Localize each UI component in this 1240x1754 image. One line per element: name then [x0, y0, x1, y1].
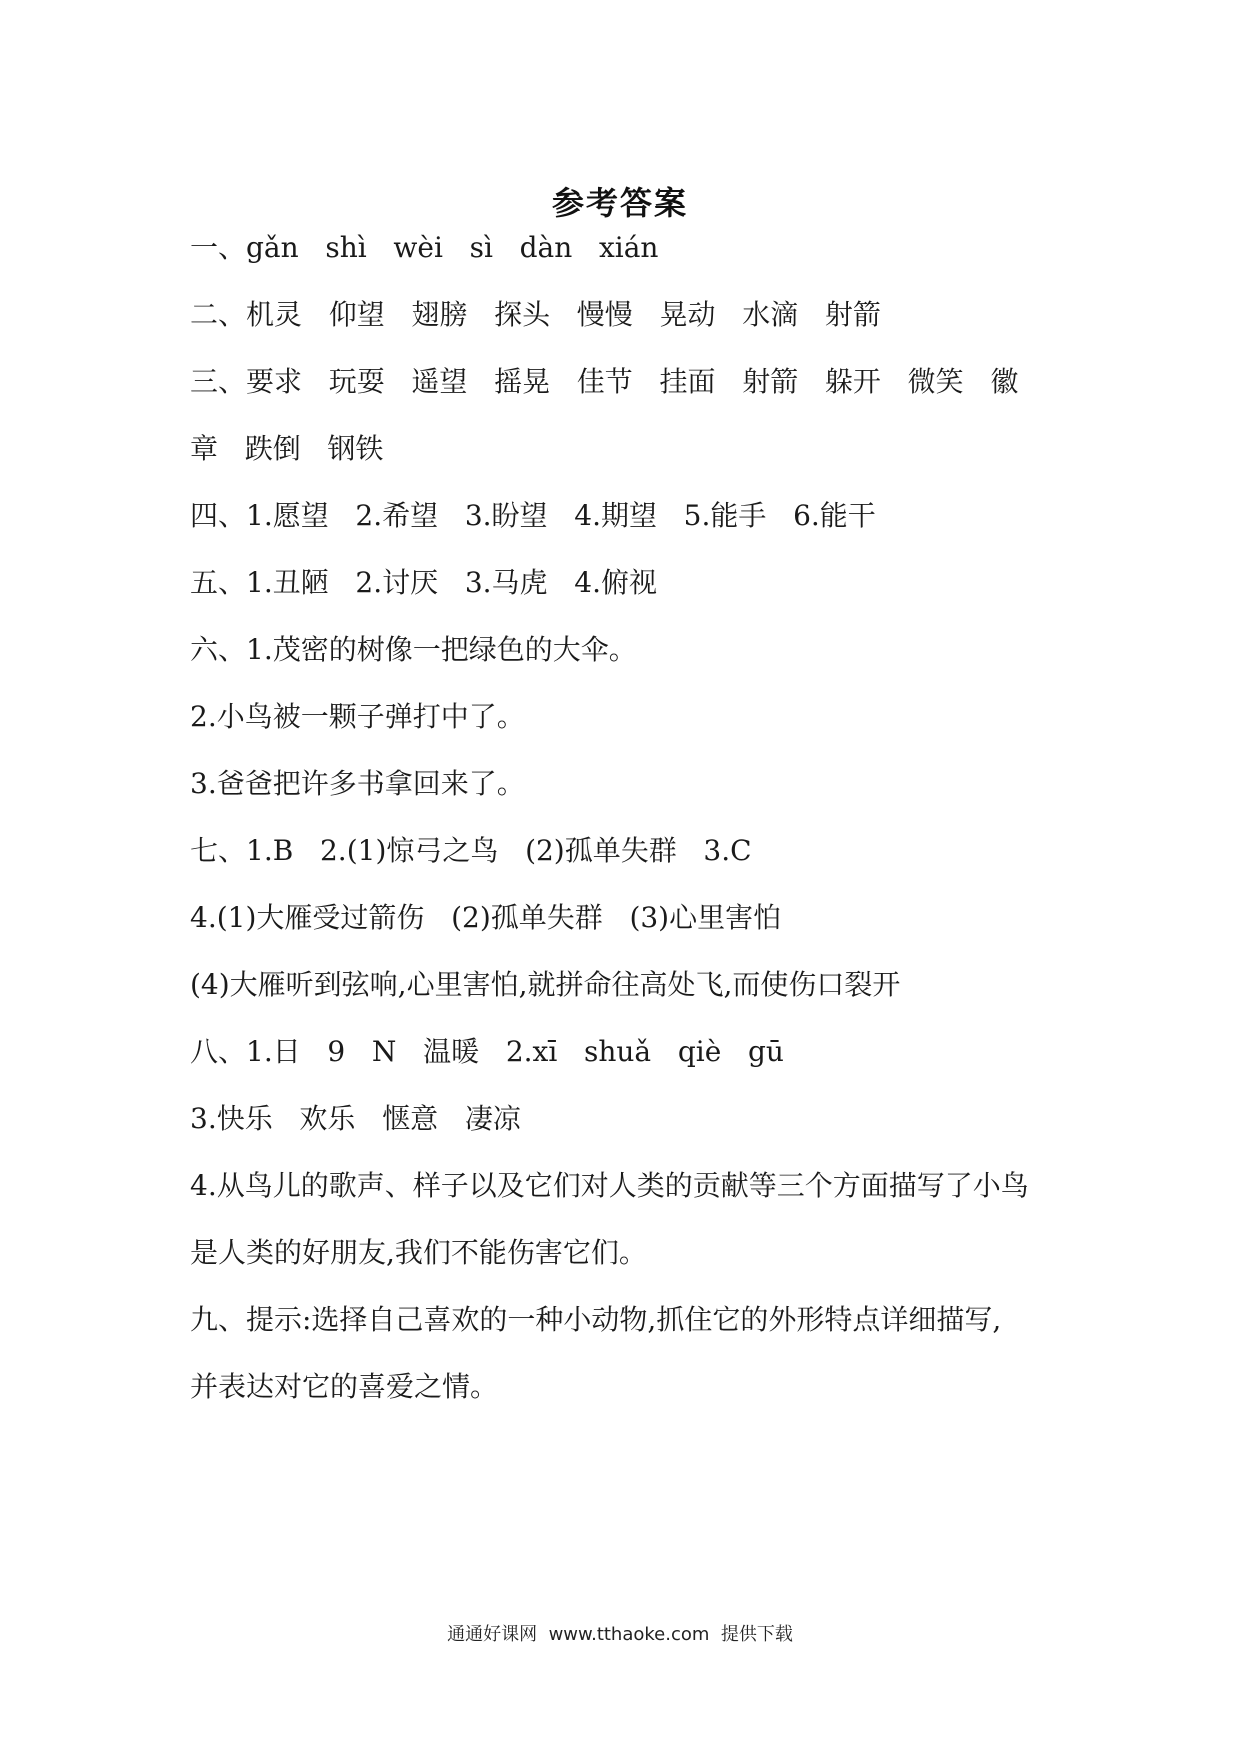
answer-line: 九、提示:选择自己喜欢的一种小动物,抓住它的外形特点详细描写,: [190, 1303, 1002, 1336]
answer-line: 五、1.丑陋 2.讨厌 3.马虎 4.俯视: [190, 566, 657, 599]
answer-line: 是人类的好朋友,我们不能伤害它们。: [190, 1236, 647, 1269]
answer-line: 三、要求 玩耍 遥望 摇晃 佳节 挂面 射箭 躲开 微笑 徽: [190, 365, 1019, 398]
answer-line: 4.从鸟儿的歌声、样子以及它们对人类的贡献等三个方面描写了小鸟: [190, 1169, 1029, 1202]
page-title: 参考答案: [551, 184, 688, 222]
answer-line: 并表达对它的喜爱之情。: [190, 1370, 499, 1403]
answer-line: 四、1.愿望 2.希望 3.盼望 4.期望 5.能手 6.能干: [190, 499, 876, 532]
answer-line: (4)大雁听到弦响,心里害怕,就拼命往高处飞,而使伤口裂开: [190, 968, 901, 1001]
answer-line: 3.爸爸把许多书拿回来了。: [190, 767, 525, 800]
answer-line: 八、1.日 9 N 温暖 2.xī shuǎ qiè gū: [190, 1035, 784, 1068]
answer-line: 章 跌倒 钢铁: [190, 432, 384, 465]
answer-line: 六、1.茂密的树像一把绿色的大伞。: [190, 633, 637, 666]
answer-line: 4.(1)大雁受过箭伤 (2)孤单失群 (3)心里害怕: [190, 901, 782, 934]
answer-line: 2.小鸟被一颗子弹打中了。: [190, 700, 525, 733]
answer-line: 七、1.B 2.(1)惊弓之鸟 (2)孤单失群 3.C: [190, 834, 752, 867]
page-footer: 通通好课网 www.tthaoke.com 提供下载: [447, 1624, 793, 1645]
answer-line: 二、机灵 仰望 翅膀 探头 慢慢 晃动 水滴 射箭: [190, 298, 881, 331]
answer-line: 一、gǎn shì wèi sì dàn xián: [190, 231, 659, 264]
answer-line: 3.快乐 欢乐 惬意 凄凉: [190, 1102, 521, 1135]
